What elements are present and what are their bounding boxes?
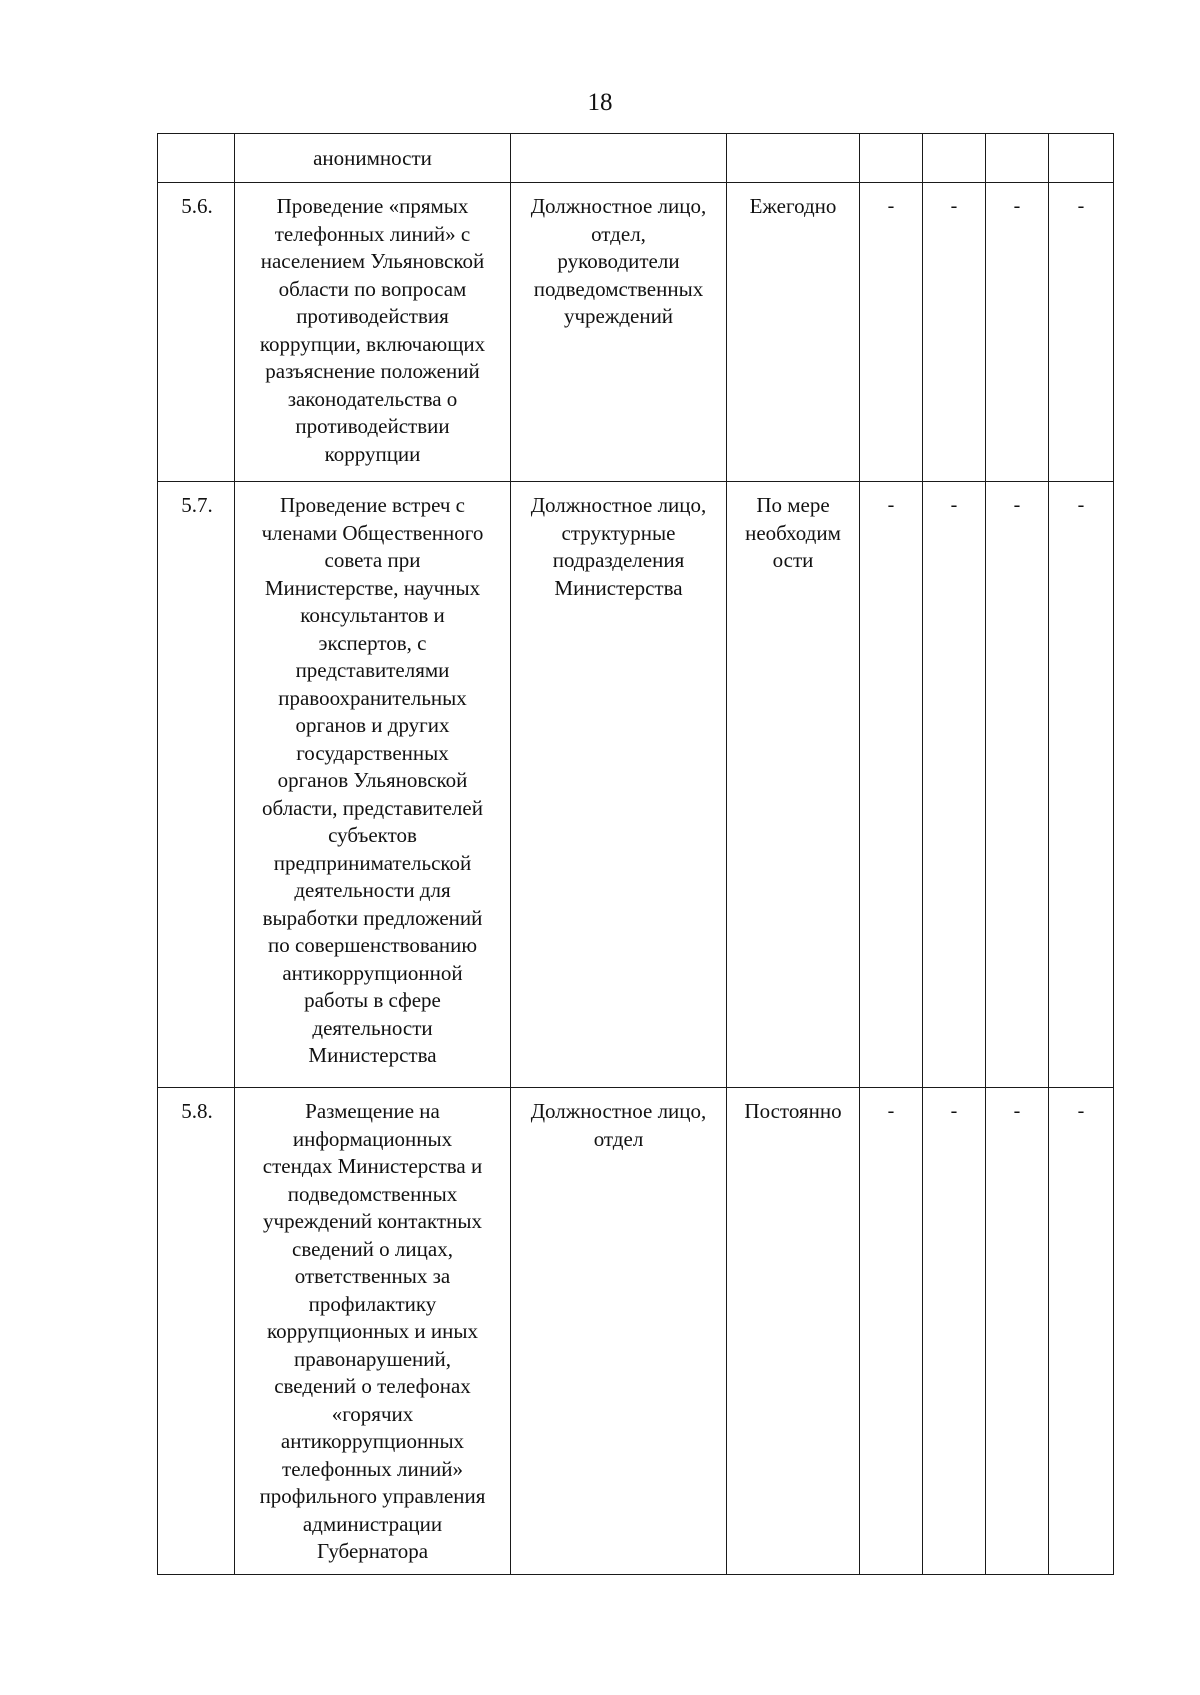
measure-cell [235, 183, 511, 482]
responsible-cell [511, 134, 727, 183]
extra-cell-3: - [986, 183, 1049, 482]
extra-cell-4: - [1049, 1088, 1114, 1575]
responsible-cell [511, 183, 727, 482]
extra-cell-4 [1049, 134, 1114, 183]
extra-cell-1: - [860, 482, 923, 1088]
deadline-text: По мере необходим ости [745, 493, 841, 572]
responsible-cell [511, 1088, 727, 1575]
table-row [158, 1088, 1114, 1575]
measures-table [157, 133, 1114, 1575]
row-number-cell: 5.6. [158, 183, 235, 482]
table-row-continuation [158, 134, 1114, 183]
extra-cell-2: - [923, 482, 986, 1088]
deadline-cell [727, 183, 860, 482]
responsible-text: Должностное лицо, отдел [530, 1099, 707, 1151]
deadline-cell [727, 1088, 860, 1575]
deadline-cell [727, 482, 860, 1088]
table-row [158, 183, 1114, 482]
extra-cell-1 [860, 134, 923, 183]
measure-text: Размещение на информационных стендах Министерства и подведомственных учреждений контактных сведений о лицах, ответственных за профилактику коррупционных и иных правонарушений, сведений о телефонах «горячих антикоррупционных телефонных линий» профильного управления администрации Губернатора [259, 1099, 486, 1563]
measure-text: Проведение встреч с членами Общественного совета при Министерстве, научных консультантов и экспертов, с представителями правоохранительных органов и других государственных органов Ульяновской области, представителей субъектов предпринимательской деятельности для выработки предложений по совершенствованию антикоррупционной работы в сфере деятельности Министерства [261, 493, 484, 1067]
extra-cell-4: - [1049, 482, 1114, 1088]
responsible-cell [511, 482, 727, 1088]
extra-cell-1: - [860, 183, 923, 482]
extra-cell-4: - [1049, 183, 1114, 482]
extra-cell-3: - [986, 1088, 1049, 1575]
extra-cell-1: - [860, 1088, 923, 1575]
measure-text: Проведение «прямых телефонных линий» с населением Ульяновской области по вопросам противодействия коррупции, включающих разъяснение положений законодательства о противодействии коррупции [259, 194, 486, 466]
row-number-cell: 5.8. [158, 1088, 235, 1575]
extra-cell-2: - [923, 1088, 986, 1575]
measure-text: анонимности [313, 146, 432, 170]
deadline-cell [727, 134, 860, 183]
responsible-text: Должностное лицо, структурные подразделения Министерства [530, 493, 707, 600]
row-number-cell: 5.7. [158, 482, 235, 1088]
extra-cell-3 [986, 134, 1049, 183]
page-number: 18 [587, 89, 613, 116]
row-number-cell [158, 134, 235, 183]
extra-cell-2 [923, 134, 986, 183]
responsible-text: Должностное лицо, отдел, руководители подведомственных учреждений [530, 194, 707, 328]
extra-cell-3: - [986, 482, 1049, 1088]
measure-cell [235, 482, 511, 1088]
extra-cell-2: - [923, 183, 986, 482]
deadline-text: Ежегодно [749, 194, 837, 218]
deadline-text: Постоянно [744, 1099, 842, 1123]
table-row [158, 482, 1114, 1088]
measure-cell [235, 134, 511, 183]
measure-cell [235, 1088, 511, 1575]
